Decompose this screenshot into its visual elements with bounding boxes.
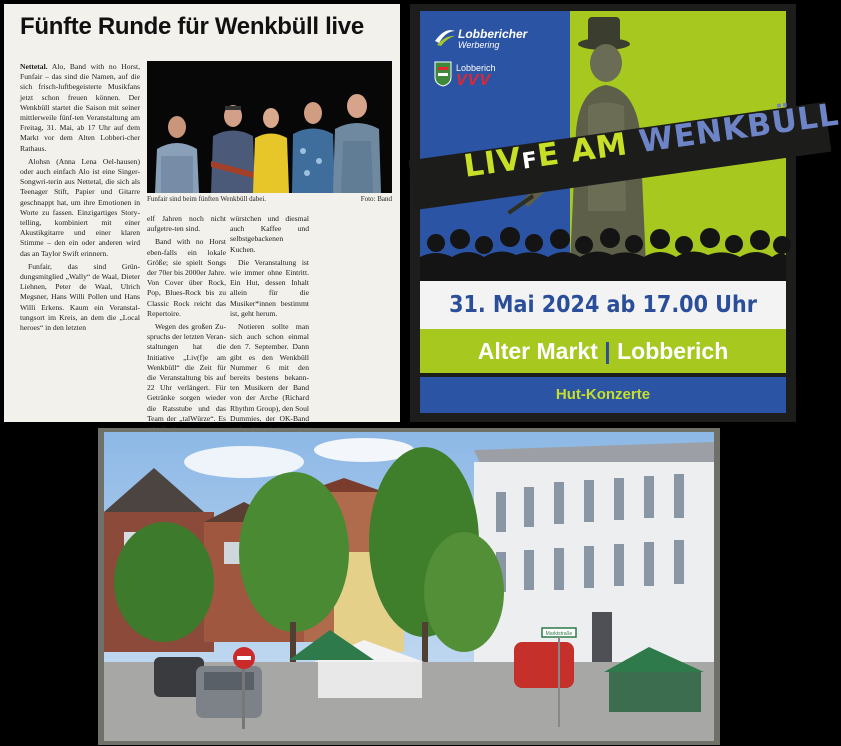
band-photo — [147, 61, 392, 193]
event-subtitle: Hut-Konzerte — [420, 377, 786, 413]
event-date: 31. Mai 2024 ab 17.00 Uhr — [420, 281, 786, 329]
article-paragraph: Funfair, das sind Grün-dungsmitglied „Wally“ de Waal, Dieter Liehnen, Peter de Waal, Ulrich Megsner, Hans Willi Pollen und Hans Willi Erkens. Kaum ein Veranstal-tungsort im Kreis, an dem die „Local heroes“ in den letzten — [20, 261, 140, 333]
article-paragraph: Die Veranstaltung ist wie immer ohne Eintritt. Ein Hut, dessen Inhalt allein für die Musiker*innen bestimmt ist, geht herum. — [230, 257, 309, 318]
street-sign-text: Marktstraße — [545, 631, 573, 637]
market-square-photo — [104, 432, 714, 741]
caption-text: Funfair sind beim fünften Wenkbüll dabei. — [147, 195, 267, 203]
article-column-2 — [147, 214, 226, 437]
article-column-1 — [20, 62, 140, 336]
vvv-logo: Lobberich VVV — [434, 61, 452, 92]
event-location: Alter Markt | Lobberich — [420, 329, 786, 373]
swoosh-icon — [434, 25, 456, 47]
article-paragraph: Band with no Horst eben-falls ein lokale Größe; sie spielt Songs der 70er bis 2000er Jahre. Von Cover über Rock, Pop, Blues-Rock bis zu Classic Rock reicht das Repertoire. — [147, 237, 226, 318]
article-paragraph: elf Jahren noch nicht aufgetre-ten sind. — [147, 214, 226, 234]
poster-title: LIVFE AM WENKBÜLL — [461, 96, 841, 185]
article-column-3 — [230, 214, 309, 447]
market-square-illustration — [104, 432, 714, 741]
poster-artwork — [420, 11, 841, 281]
photo-credit: Foto: Band — [360, 195, 392, 203]
coat-of-arms-icon — [434, 61, 452, 87]
werbering-logo: Lobbericher Werbering — [434, 25, 456, 52]
article-paragraph: Nettetal. Alo, Band with no Horst, Funfair – das sind die Namen, auf die sich frisch-luftbegeisterte Musikfans jetzt schon freuen können. Der Wenkbüll startet die Saison mit seiner mittlerweile fünf-ten Veranstaltung am Freitag, 31. Mai, ab 17 Uhr auf dem Markt vor dem Alten Lobberi-cher Rathaus. — [20, 62, 140, 153]
newspaper-clipping — [4, 4, 400, 422]
article-paragraph: Notieren sollte man sich auch schon einmal den 7. September. Dann gibt es den Wenkbüll Nummer 6 mit den bereits bestens bekann-ten Musikern der Band von der Arche (Richard Rhythm Group), den Soul Dummies, der OK-Band — [230, 322, 309, 423]
article-headline: Fünfte Runde für Wenkbüll live — [20, 13, 364, 40]
article-paragraph: Alohsn (Anna Lena Oel-hausen) oder auch einfach Alo ist eine Singer-Songwri-terin aus Nettetal, die sich als Teenager Stift, Papier und Gitarre geschnappt hat, um ihre Emotionen in Worte zu fassen. Einzigartiges Story-telling, kombiniert mit einer Akustikgitarre und einer klaren Stimme – den ein oder anderen wird das an Taylor Swift erinnern. — [20, 156, 140, 258]
band-photo-illustration — [147, 61, 392, 193]
article-paragraph: Wegen des großen Zu-spruchs der letzten Veran-staltungen hat die Initiative „Liv(f)e am Wenkbüll“ die Zeit für die Veranstaltung bis auf 22 Uhr verlängert. Für Getränke sorgen wieder die Ratsstube und das Team der „talWürze“. Es — [147, 322, 226, 423]
event-poster — [410, 4, 841, 422]
market-square-photo-frame — [98, 428, 720, 745]
article-paragraph: würstchen und diesmal auch Kaffee und selbstgebackenen Kuchen. — [230, 214, 309, 254]
crowd-silhouette — [420, 221, 786, 281]
